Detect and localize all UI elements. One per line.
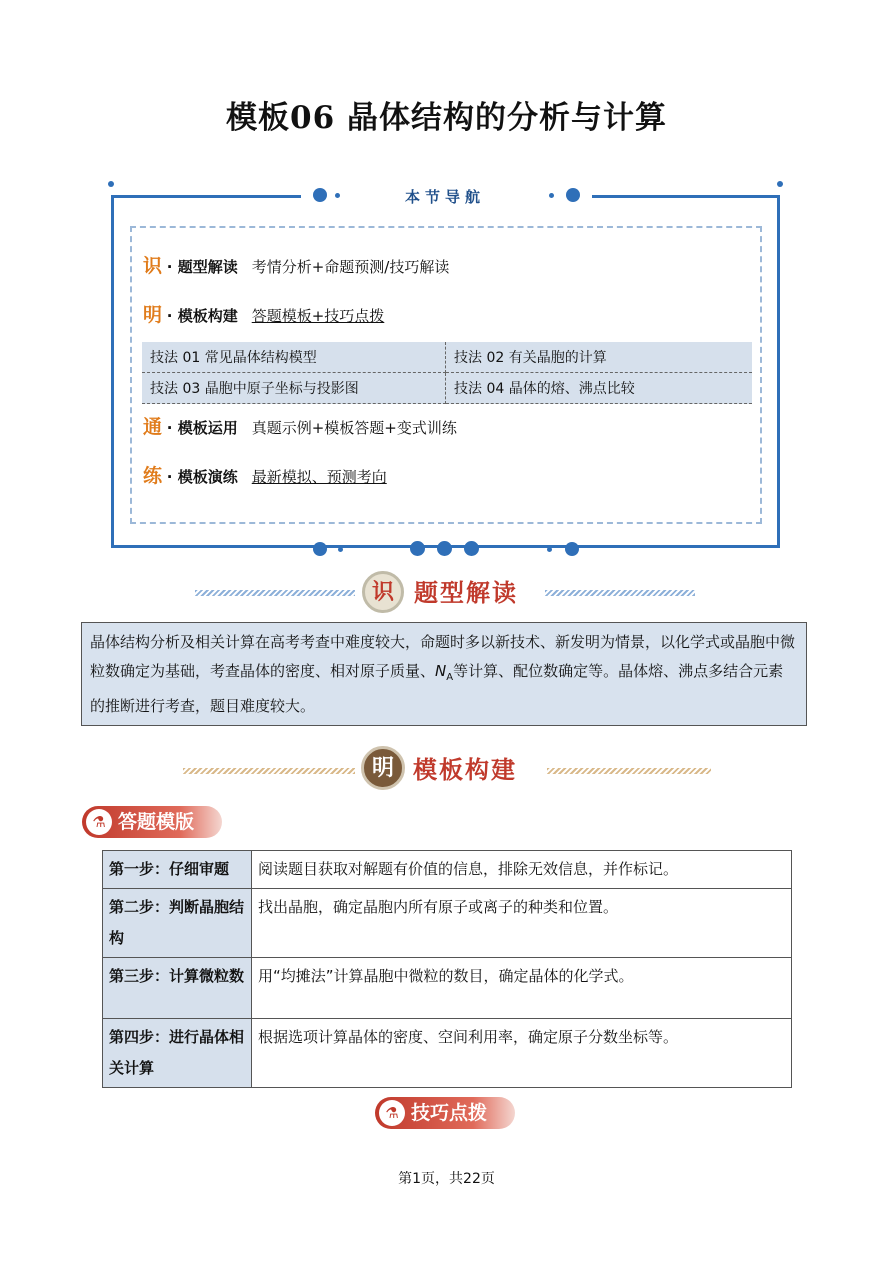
- page-footer: 第1页，共22页: [398, 1171, 495, 1187]
- nav-dot: [410, 541, 425, 556]
- nav-dot: [313, 188, 327, 202]
- nav-frame-top-right: [592, 195, 780, 198]
- nav-dot: [437, 541, 452, 556]
- table-row: [103, 851, 792, 889]
- nav-dot: [549, 193, 554, 198]
- tips-text: 技巧点拨: [411, 1102, 488, 1124]
- nav-item-desc: 真题示例+模板答题+变式训练: [251, 419, 457, 437]
- step-body: 找出晶胞，确定晶胞内所有原子或离子的种类和位置。: [252, 889, 792, 958]
- page-title: 模板06 晶体结构的分析与计算: [226, 100, 667, 136]
- technique-cell[interactable]: 技法 01 常见晶体结构模型: [142, 342, 446, 373]
- nav-cap: 通: [143, 416, 163, 438]
- step-head: 第二步：判断晶胞结构: [103, 889, 252, 958]
- nav-item-name: · 模板构建: [166, 307, 238, 325]
- nav-cap: 练: [143, 465, 163, 487]
- table-row: [103, 958, 792, 1019]
- intro-text: 等计算、配位数确定等。晶体熔、沸点多结合元素的推断进行考查，题目难度较大。: [90, 662, 784, 715]
- technique-table: [142, 342, 752, 404]
- answer-template-label: [82, 806, 222, 838]
- step-body: 根据选项计算晶体的密度、空间利用率，确定原子分数坐标等。: [252, 1019, 792, 1088]
- step-head: 第一步：仔细审题: [103, 851, 252, 889]
- na-symbol: N: [435, 662, 447, 680]
- section-title: 题型解读: [414, 578, 518, 607]
- nav-cap: 识: [143, 255, 163, 277]
- intro-text: 晶体结构分析及相关计算在高考考查中难度较大，命题时多以新技术、新发明为情景，以化学式或晶胞中微粒数确定为基础，考查晶体的密度、相对原子质量、: [90, 633, 796, 680]
- step-body: 阅读题目获取对解题有价值的信息，排除无效信息，并作标记。: [252, 851, 792, 889]
- nav-item-desc: 考情分析+命题预测/技巧解读: [251, 258, 450, 276]
- table-row: [103, 889, 792, 958]
- nav-cap: 明: [143, 304, 163, 326]
- nav-frame-top-left: [111, 195, 301, 198]
- technique-cell[interactable]: 技法 04 晶体的熔、沸点比较: [446, 373, 753, 404]
- flask-icon: ⚗: [379, 1100, 405, 1126]
- nav-item-read[interactable]: [143, 251, 449, 278]
- nav-item-name: · 模板运用: [166, 419, 238, 437]
- section-seal: 明: [361, 746, 405, 790]
- technique-cell[interactable]: 技法 02 有关晶胞的计算: [446, 342, 753, 373]
- corner-dot: [108, 181, 114, 187]
- nav-dot: [335, 193, 340, 198]
- nav-dot: [313, 542, 327, 556]
- nav-item-practice[interactable]: [143, 461, 387, 488]
- banner-stripes: [183, 768, 355, 774]
- table-row: [103, 1019, 792, 1088]
- nav-item-desc: 答题模板+技巧点拨: [251, 307, 385, 325]
- nav-item-name: · 题型解读: [166, 258, 238, 276]
- nav-dot: [566, 188, 580, 202]
- banner-stripes: [547, 768, 711, 774]
- intro-box: [81, 622, 807, 726]
- tips-label: [375, 1097, 515, 1129]
- nav-item-desc: 最新模拟、预测考向: [251, 468, 387, 486]
- nav-item-apply[interactable]: [143, 412, 457, 439]
- steps-table: [102, 850, 792, 1088]
- section-title: 模板构建: [413, 755, 517, 784]
- step-head: 第三步：计算微粒数: [103, 958, 252, 1019]
- nav-dot: [547, 547, 552, 552]
- step-body: 用“均摊法”计算晶胞中微粒的数目，确定晶体的化学式。: [252, 958, 792, 1019]
- banner-stripes: [195, 590, 355, 596]
- nav-item-name: · 模板演练: [166, 468, 238, 486]
- corner-dot: [777, 181, 783, 187]
- flask-icon: ⚗: [86, 809, 112, 835]
- section-seal: 识: [362, 571, 404, 613]
- step-head: 第四步：进行晶体相关计算: [103, 1019, 252, 1088]
- na-subscript: A: [446, 672, 454, 683]
- nav-dot: [338, 547, 343, 552]
- nav-dot: [464, 541, 479, 556]
- answer-template-text: 答题模版: [118, 811, 195, 833]
- banner-stripes: [545, 590, 695, 596]
- nav-item-build[interactable]: [143, 300, 384, 327]
- technique-cell[interactable]: 技法 03 晶胞中原子坐标与投影图: [142, 373, 446, 404]
- nav-heading: 本节导航: [380, 186, 510, 207]
- nav-dot: [565, 542, 579, 556]
